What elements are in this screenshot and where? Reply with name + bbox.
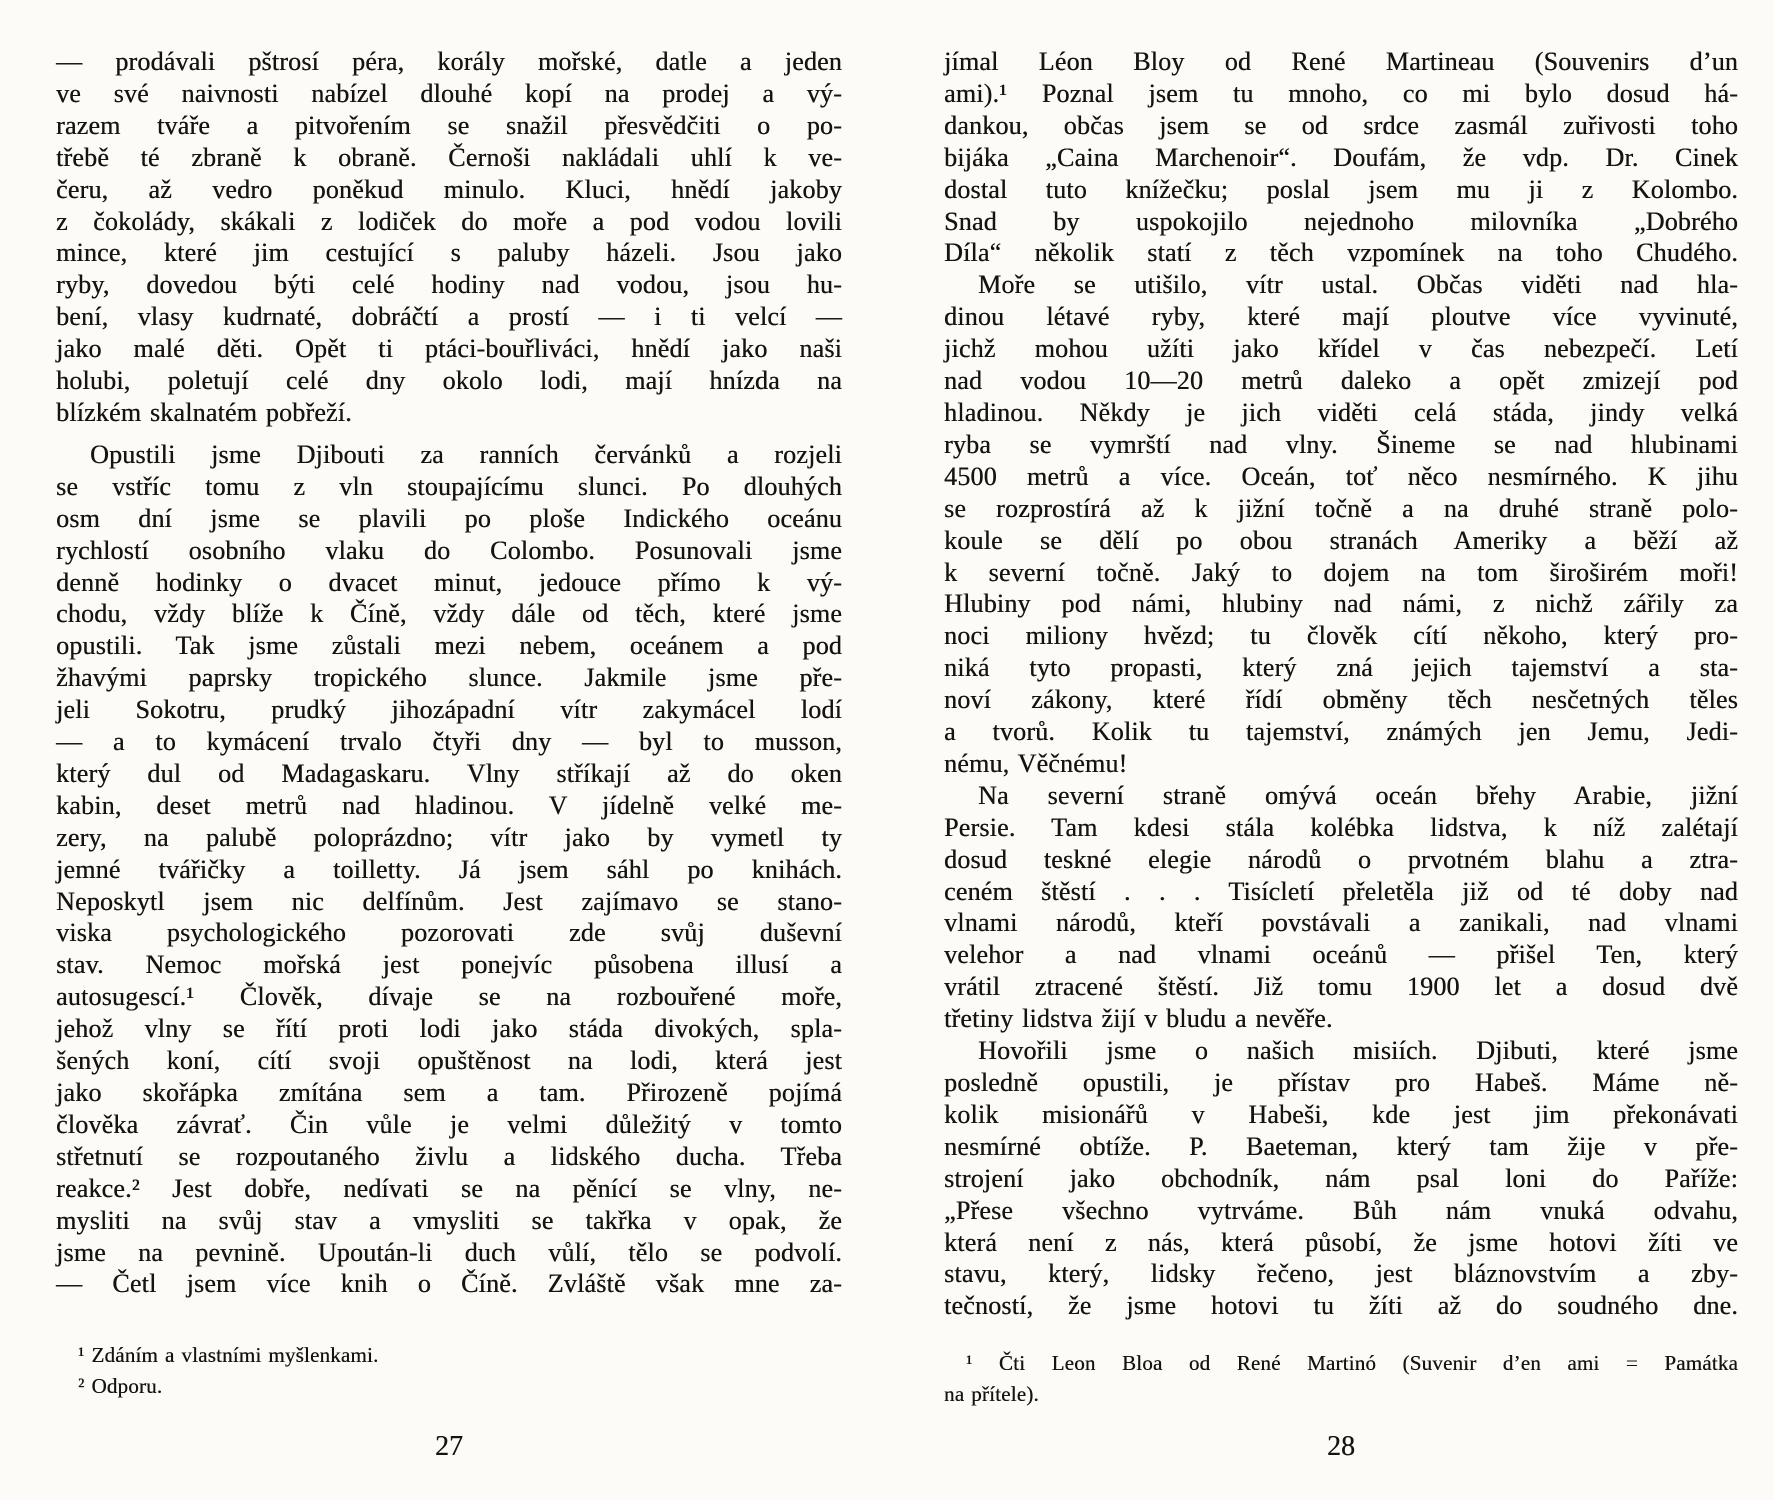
text-line: nesmírné obtíže. P. Baeteman, který tam žije v pře- (944, 1131, 1738, 1161)
text-line: — Četl jsem více knih o Číně. Zvláště však mne za- (56, 1269, 842, 1299)
paragraph (944, 269, 1738, 780)
text-line: reakce.² Jest dobře, nedívati se na pěnící se vlny, ne- (56, 1173, 842, 1203)
text-line: vrátil ztracené štěstí. Již tomu 1900 let a dosud dvě (944, 972, 1738, 1002)
page-number-right: 28 (1327, 1431, 1355, 1462)
text-line: žhavými paprsky tropického slunce. Jakmile jsme pře- (56, 663, 842, 693)
text-line: bení, vlasy kudrnaté, dobráčtí a prostí — i ti velcí — (56, 302, 842, 332)
page-left-footnotes (56, 1340, 842, 1402)
text-line: bijáka „Caina Marchenoir“. Doufám, že vdp. Dr. Cinek (944, 142, 1738, 172)
text-line: nému, Věčnému! (944, 748, 1128, 778)
text-line: hladinou. Někdy je jich viděti celá stáda, jindy velká (944, 397, 1738, 427)
text-line: blízkém skalnatém pobřeží. (56, 397, 352, 427)
text-line: který dul od Madagaskaru. Vlny stříkají až do oken (56, 758, 842, 788)
text-line: noci miliony hvězd; tu člověk cítí někoho, který pro- (944, 621, 1738, 651)
text-line: strojení jako obchodník, nám psal loni do Paříže: (944, 1163, 1738, 1193)
footnote-line: ¹ Zdáním a vlastními myšlenkami. (78, 1343, 379, 1367)
text-line: člověka závrať. Čin vůle je velmi důležitý v tomto (56, 1109, 842, 1139)
text-line: stavu, který, lidsky řečeno, jest bláznovstvím a zby- (944, 1259, 1738, 1289)
paragraph (56, 439, 842, 1300)
text-line: niká tyto propasti, který zná jejich tajemství a sta- (944, 653, 1738, 683)
text-line: jichž mohou užíti jako křídel v čas nebezpečí. Letí (944, 334, 1738, 364)
text-line: Díla“ několik statí z těch vzpomínek na toho Chudého. (944, 238, 1738, 268)
text-line: stav. Nemoc mořská jest ponejvíc působena illusí a (56, 950, 842, 980)
page-right-body (944, 46, 1738, 1322)
text-line: osm dní jsme se plavili po ploše Indického oceánu (56, 503, 842, 533)
text-line: dosud teskné elegie národů o prvotném blahu a ztra- (944, 844, 1738, 874)
text-line: rychlostí osobního vlaku do Colombo. Posunovali jsme (56, 535, 842, 565)
text-line: vlnami národů, kteří povstávali a zanikali, nad vlnami (944, 908, 1738, 938)
text-line: jemné tvářičky a toilletty. Já jsem sáhl po knihách. (56, 854, 842, 884)
text-line: ceném štěstí . . . Tisícletí přeletěla již od té doby nad (944, 876, 1738, 906)
text-line: Na severní straně omývá oceán břehy Arabie, jižní (978, 780, 1738, 810)
text-line: velehor a nad vlnami oceánů — přišel Ten, který (944, 940, 1738, 970)
text-line: ve své naivnosti nabízel dlouhé kopí na prodej a vý- (56, 78, 842, 108)
paragraph (944, 780, 1738, 1035)
text-line: čeru, až vedro poněkud minulo. Kluci, hnědí jakoby (56, 174, 842, 204)
page-right-footnotes (944, 1348, 1738, 1410)
text-line: střetnutí se rozpoutaného živlu a lidského ducha. Třeba (56, 1141, 842, 1171)
text-line: šených koní, cítí svoji opuštěnost na lodi, která jest (56, 1046, 842, 1076)
text-line: autosugescí.¹ Člověk, dívaje se na rozbouřené moře, (56, 982, 842, 1012)
text-line: Hlubiny pod námi, hlubiny nad námi, z nichž zářily za (944, 589, 1738, 619)
text-line: dinou létavé ryby, které mají ploutve více vyvinuté, (944, 302, 1738, 332)
text-line: viska psychologického pozorovati zde svůj duševní (56, 918, 842, 948)
text-line: kolik misionářů v Habeši, kde jest jim překonávati (944, 1099, 1738, 1129)
text-line: z čokolády, skákali z lodiček do moře a pod vodou lovili (56, 206, 842, 236)
text-line: třetiny lidstva žijí v bludu a nevěře. (944, 1004, 1333, 1034)
page-right (944, 0, 1738, 1500)
text-line: chodu, vždy blíže k Číně, vždy dále od těch, které jsme (56, 599, 842, 629)
paragraph (944, 1035, 1738, 1322)
text-line: dostal tuto knížečku; poslal jsem mu ji z Kolombo. (944, 174, 1738, 204)
text-line: jeli Sokotru, prudký jihozápadní vítr zakymácel lodí (56, 695, 842, 725)
paragraph (944, 46, 1738, 269)
text-line: ami).¹ Poznal jsem tu mnoho, co mi bylo dosud há- (944, 78, 1738, 108)
text-line: „Přese všechno vytrváme. Bůh nám vnuká odvahu, (944, 1195, 1738, 1225)
text-line: Opustili jsme Djibouti za ranních červánků a rozjeli (90, 439, 842, 469)
text-line: k severní točně. Jaký to dojem na tom široširém moři! (944, 557, 1738, 587)
text-line: Hovořili jsme o našich misiích. Djibuti, které jsme (978, 1036, 1738, 1066)
text-line: jako skořápka zmítána sem a tam. Přirozeně pojímá (56, 1078, 842, 1107)
text-line: se vstříc tomu z vln stoupajícímu slunci. Po dlouhých (56, 471, 842, 501)
text-line: která není z nás, která působí, že jsme hotovi žíti ve (944, 1227, 1738, 1257)
text-line: denně hodinky o dvacet minut, jedouce přímo k vý- (56, 567, 842, 597)
text-line: a tvorů. Kolik tu tajemství, známých jen Jemu, Jedi- (944, 717, 1738, 747)
text-line: zery, na palubě poloprázdno; vítr jako by vymetl ty (56, 822, 842, 852)
text-line: posledně opustili, je přístav pro Habeš. Máme ně- (944, 1068, 1738, 1097)
text-line: mince, které jim cestující s paluby házeli. Jsou jako (56, 238, 842, 268)
text-line: opustili. Tak jsme zůstali mezi nebem, oceánem a pod (56, 631, 842, 661)
text-line: mysliti na svůj stav a vmysliti se takřka v opak, že (56, 1205, 842, 1235)
footnote-line: ² Odporu. (78, 1374, 163, 1398)
text-line: kabin, deset metrů nad hladinou. V jídelně velké me- (56, 790, 842, 820)
text-line: jako malé děti. Opět ti ptáci-bouřliváci, hnědí jako naši (56, 334, 842, 364)
footnote-line: ¹ Čti Leon Bloa od René Martinó (Suvenir d’en ami = Památka (966, 1351, 1738, 1375)
text-line: se rozprostírá až k jižní točně a na druhé straně polo- (944, 493, 1738, 523)
page-left (56, 0, 842, 1500)
footnote-line: na přítele). (944, 1382, 1039, 1406)
text-line: — prodávali pštrosí péra, korály mořské, datle a jeden (56, 47, 842, 76)
text-line: třebě té zbraně k obraně. Černoši nakládali uhlí k ve- (56, 142, 842, 172)
text-line: koule se dělí po obou stranách Ameriky a běží až (944, 525, 1738, 555)
page-left-body (56, 46, 842, 1300)
text-line: 4500 metrů a více. Oceán, toť něco nesmírného. K jihu (944, 461, 1738, 491)
text-line: Neposkytl jsem nic delfínům. Jest zajímavo se stano- (56, 886, 842, 916)
text-line: holubi, poletují celé dny okolo lodi, mají hnízda na (56, 366, 842, 396)
paragraph (56, 46, 842, 429)
text-line: — a to kymácení trvalo čtyři dny — byl to musson, (56, 727, 842, 757)
text-line: noví zákony, které řídí obměny těch nesčetných těles (944, 685, 1738, 715)
text-line: ryba se vymrští nad vlny. Šineme se nad hlubinami (944, 429, 1738, 459)
text-line: jsme na pevnině. Upoután-li duch vůlí, tělo se podvolí. (56, 1237, 842, 1267)
text-line: tečností, že jsme hotovi tu žíti až do soudného dne. (944, 1291, 1738, 1321)
text-line: dankou, občas jsem se od srdce zasmál zuřivosti toho (944, 110, 1738, 140)
page-number-left: 27 (435, 1431, 463, 1462)
text-line: jehož vlny se řítí proti lodi jako stáda divokých, spla- (56, 1014, 842, 1044)
text-line: Snad by uspokojilo nejednoho milovníka „Dobrého (944, 206, 1738, 236)
text-line: ryby, dovedou býti celé hodiny nad vodou, jsou hu- (56, 270, 842, 300)
text-line: jímal Léon Bloy od René Martineau (Souvenirs d’un (944, 47, 1738, 76)
text-line: Moře se utišilo, vítr ustal. Občas viděti nad hla- (978, 270, 1738, 300)
text-line: Persie. Tam kdesi stála kolébka lidstva, k níž zalétají (944, 812, 1738, 842)
text-line: nad vodou 10—20 metrů daleko a opět zmizejí pod (944, 366, 1738, 396)
text-line: razem tváře a pitvořením se snažil přesvědčiti o po- (56, 110, 842, 140)
